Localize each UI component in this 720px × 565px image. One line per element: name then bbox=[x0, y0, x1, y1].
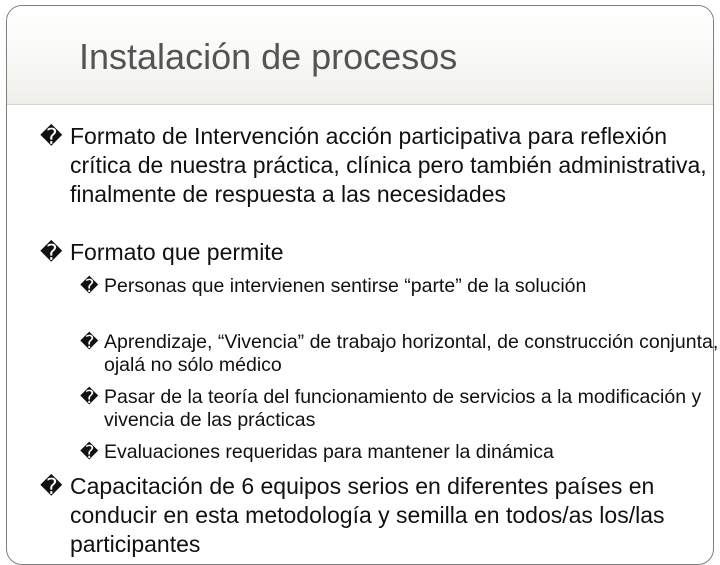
sub-bullet-text: Pasar de la teoría del funcionamiento de servicios a la modificación y vivencia de las prácticas bbox=[104, 386, 702, 431]
sub-bullet-item bbox=[80, 275, 720, 298]
bullet-item bbox=[40, 238, 720, 267]
sub-bullet-item bbox=[80, 331, 720, 377]
bullet-item bbox=[40, 122, 720, 209]
bullet-glyph-icon: � bbox=[80, 276, 99, 296]
bullet-text: Formato que permite bbox=[70, 239, 284, 265]
bullet-text: Capacitación de 6 equipos serios en diferentes países en conducir en esta metodología y semilla en todos/as los/las participantes bbox=[70, 473, 665, 557]
bullet-glyph-icon: � bbox=[80, 387, 99, 407]
bullet-glyph-icon: � bbox=[40, 474, 63, 499]
bullet-item bbox=[40, 472, 720, 559]
sub-bullet-item bbox=[80, 441, 720, 464]
bullet-glyph-icon: � bbox=[40, 124, 63, 149]
bullet-text: Formato de Intervención acción participativa para reflexión crítica de nuestra práctica, clínica pero también administrativa, finalmente de respuesta a las necesidades bbox=[70, 123, 707, 207]
sub-bullet-text: Personas que intervienen sentirse “parte” de la solución bbox=[104, 275, 587, 297]
bullet-glyph-icon: � bbox=[80, 442, 99, 462]
bullet-glyph-icon: � bbox=[80, 332, 99, 352]
sub-bullet-item bbox=[80, 386, 720, 432]
sub-bullet-text: Aprendizaje, “Vivencia” de trabajo horizontal, de construcción conjunta, ojalá no sólo médico bbox=[104, 331, 719, 376]
sub-bullet-text: Evaluaciones requeridas para mantener la dinámica bbox=[104, 441, 554, 463]
slide-title: Instalación de procesos bbox=[79, 36, 458, 77]
bullet-glyph-icon: � bbox=[40, 240, 63, 265]
